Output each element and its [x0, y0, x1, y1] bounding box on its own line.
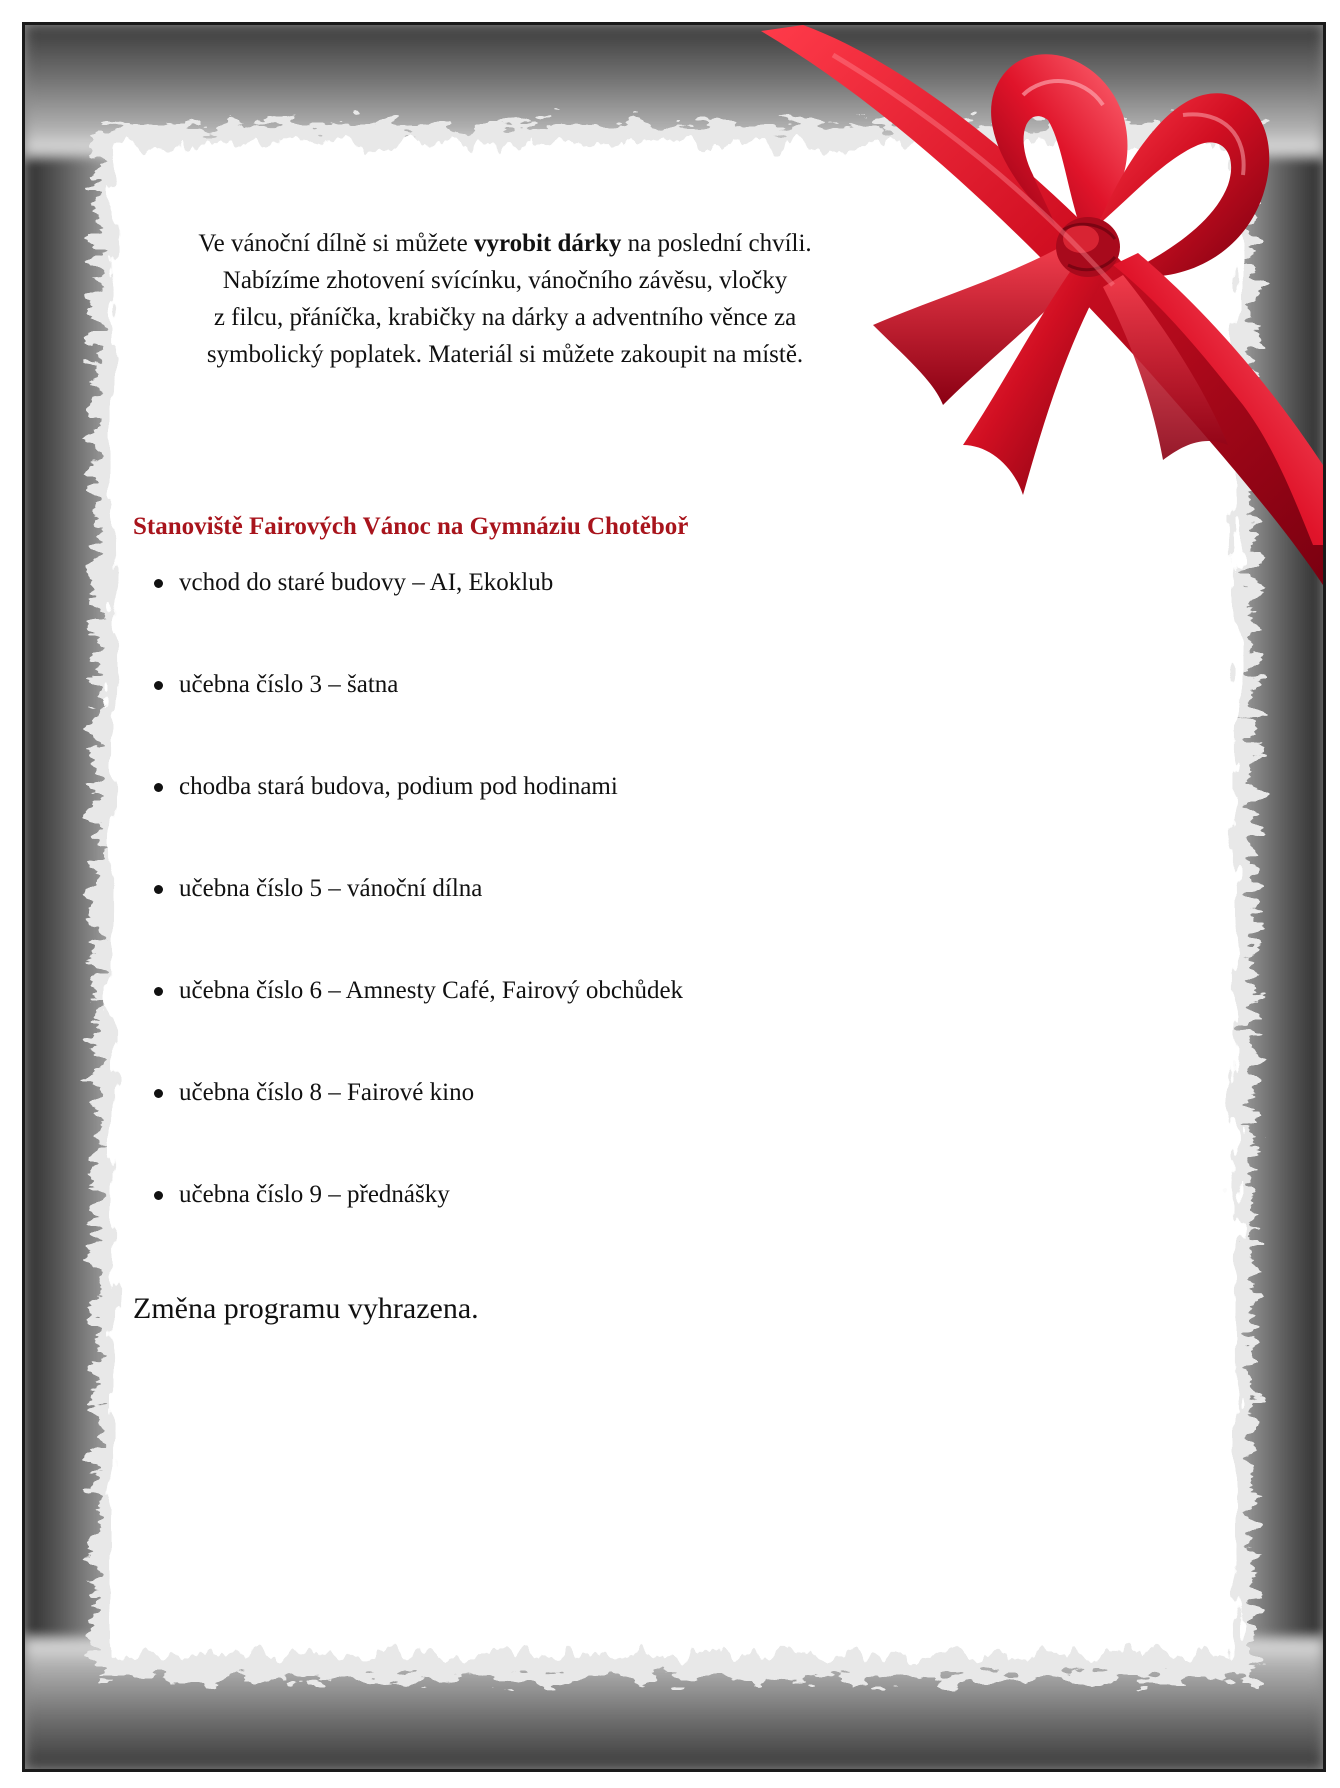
list-item-text: učebna číslo 5 – vánoční dílna	[179, 875, 483, 902]
intro-line-2: Nabízíme zhotovení svícínku, vánočního závěsu, vločky	[222, 267, 788, 294]
bullet-icon	[154, 1089, 163, 1098]
list-item	[133, 771, 683, 873]
bullet-icon	[154, 1191, 163, 1200]
bullet-icon	[154, 681, 163, 690]
intro-bold-text: vyrobit dárky	[473, 230, 622, 257]
list-item-text: učebna číslo 9 – přednášky	[179, 1181, 450, 1208]
intro-line-3: z filcu, přáníčka, krabičky na dárky a adventního věnce za	[213, 304, 797, 331]
list-item-text: učebna číslo 3 – šatna	[179, 671, 399, 698]
locations-heading: Stanoviště Fairových Vánoc na Gymnáziu Chotěboř	[133, 513, 689, 540]
page-frame	[22, 22, 1326, 1772]
list-item-text: vchod do staré budovy – AI, Ekoklub	[179, 569, 554, 596]
list-item-text: chodba stará budova, podium pod hodinami	[179, 773, 618, 800]
list-item	[133, 567, 683, 669]
intro-text-start: Ve vánoční dílně si můžete	[198, 230, 474, 257]
list-item	[133, 975, 683, 1077]
list-item	[133, 1179, 683, 1281]
footer-note: Změna programu vyhrazena.	[133, 1292, 479, 1325]
intro-line-4: symbolický poplatek. Materiál si můžete zakoupit na místě.	[206, 341, 804, 368]
bullet-icon	[154, 783, 163, 792]
locations-list	[133, 567, 683, 1281]
bullet-icon	[154, 579, 163, 588]
list-item-text: učebna číslo 6 – Amnesty Café, Fairový obchůdek	[179, 977, 684, 1004]
list-item	[133, 873, 683, 975]
intro-line-1	[85, 225, 925, 262]
list-item	[133, 1077, 683, 1179]
intro-text-end: na poslední chvíli.	[621, 230, 812, 257]
bullet-icon	[154, 987, 163, 996]
intro-paragraph	[85, 225, 925, 373]
list-item-text: učebna číslo 8 – Fairové kino	[179, 1079, 475, 1106]
list-item	[133, 669, 683, 771]
bullet-icon	[154, 885, 163, 894]
